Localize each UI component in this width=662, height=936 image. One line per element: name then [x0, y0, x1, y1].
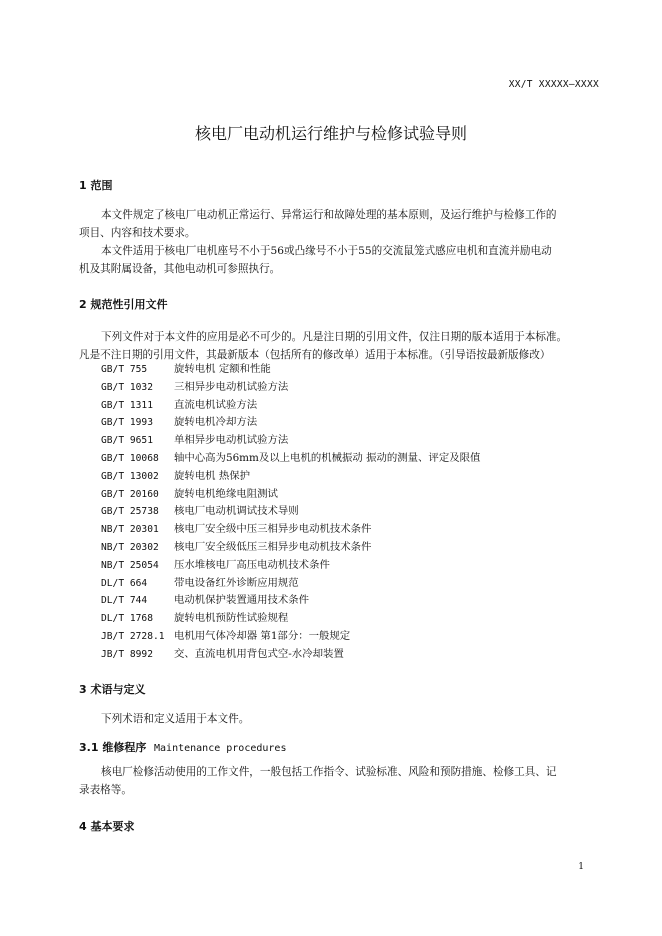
reference-code: DL/T 744 [101, 595, 148, 607]
reference-item [101, 557, 480, 575]
reference-code: JB/T 8992 [101, 648, 153, 660]
reference-title: 单相异步电动机试验方法 [174, 434, 289, 447]
section-2-intro [79, 328, 603, 364]
reference-code: GB/T 1311 [101, 399, 153, 411]
reference-code: NB/T 20301 [101, 524, 159, 536]
reference-title: 核电厂电动机调试技术导则 [174, 505, 299, 518]
reference-title: 交、直流电机用背包式空-水冷却装置 [174, 647, 344, 660]
reference-item [101, 628, 480, 646]
term-definition-line2: 录表格等。 [79, 784, 132, 796]
reference-code: JB/T 2728.1 [101, 630, 165, 642]
reference-title: 直流电机试验方法 [174, 398, 258, 411]
reference-title: 电机用气体冷却器 第1部分：一般规定 [174, 629, 351, 642]
section-2-intro-line1: 下列文件对于本文件的应用是必不可少的。凡是注日期的引用文件，仅注日期的版本适用于本标准。 [101, 331, 568, 343]
reference-item [101, 450, 480, 468]
reference-title: 旋转电机 定额和性能 [174, 363, 271, 375]
reference-code: NB/T 25054 [101, 559, 159, 571]
reference-item [101, 503, 480, 521]
reference-title: 旋转电机绝缘电阻测试 [174, 487, 278, 500]
reference-code: GB/T 25738 [101, 506, 159, 518]
reference-code: GB/T 1993 [101, 417, 153, 429]
section-2-heading: 2 规范性引用文件 [79, 298, 168, 311]
reference-title: 旋转电机冷却方法 [174, 416, 258, 429]
reference-list [101, 361, 480, 664]
reference-code: GB/T 9651 [101, 435, 153, 447]
term-english: Maintenance procedures [154, 743, 287, 754]
reference-item [101, 610, 480, 628]
reference-title: 核电厂安全级低压三相异步电动机技术条件 [174, 540, 372, 553]
section-2-intro-line2: 凡是不注日期的引用文件，其最新版本（包括所有的修改单）适用于本标准。（引导语按最新版修改） [79, 349, 551, 361]
reference-item [101, 414, 480, 432]
reference-code: NB/T 20302 [101, 541, 159, 553]
reference-item [101, 575, 480, 593]
reference-title: 压水堆核电厂高压电动机技术条件 [174, 558, 330, 571]
reference-title: 三相异步电动机试验方法 [174, 380, 289, 393]
reference-item [101, 432, 480, 450]
section-1-paragraph-2 [79, 242, 603, 278]
reference-title: 轴中心高为56mm及以上电机的机械振动 振动的测量、评定及限值 [174, 451, 481, 464]
term-3-1-heading [79, 739, 286, 755]
reference-title: 电动机保护装置通用技术条件 [174, 594, 310, 607]
section-1-p1-line1: 本文件规定了核电厂电动机正常运行、异常运行和故障处理的基本原则，及运行维护与检修工作的 [101, 209, 557, 221]
reference-item [101, 592, 480, 610]
section-1-heading: 1 范围 [79, 179, 113, 192]
term-number: 3.1 [79, 741, 99, 754]
reference-code: GB/T 20160 [101, 488, 159, 500]
reference-title: 旋转电机 热保护 [174, 469, 251, 482]
term-3-1-definition [79, 763, 603, 799]
reference-item [101, 397, 480, 415]
section-3-intro-text: 下列术语和定义适用于本文件。 [101, 713, 250, 725]
page-number: 1 [578, 862, 584, 872]
section-3-intro [79, 710, 603, 728]
reference-item [101, 646, 480, 664]
reference-item [101, 468, 480, 486]
reference-code: GB/T 13002 [101, 470, 159, 482]
reference-title: 带电设备红外诊断应用规范 [174, 576, 299, 589]
reference-item [101, 361, 480, 379]
reference-code: GB/T 10068 [101, 452, 159, 464]
reference-code: DL/T 664 [101, 577, 148, 589]
term-definition-line1: 核电厂检修活动使用的工作文件，一般包括工作指令、试验标准、风险和预防措施、检修工具、记 [101, 766, 557, 778]
reference-item [101, 521, 480, 539]
section-1-p1-line2: 项目、内容和技术要求。 [79, 227, 196, 239]
section-1-p2-line2: 机及其附属设备，其他电动机可参照执行。 [79, 263, 281, 275]
reference-title: 核电厂安全级中压三相异步电动机技术条件 [174, 523, 372, 536]
reference-item [101, 539, 480, 557]
section-3-heading: 3 术语与定义 [79, 683, 146, 696]
document-title: 核电厂电动机运行维护与检修试验导则 [194, 124, 467, 143]
reference-code: GB/T 755 [101, 364, 148, 375]
section-1-paragraph-1 [79, 206, 603, 242]
document-code-header: XX/T XXXXX—XXXX [508, 79, 599, 90]
reference-title: 旋转电机预防性试验规程 [174, 612, 289, 625]
section-4-heading: 4 基本要求 [79, 820, 135, 833]
reference-item [101, 486, 480, 504]
reference-item [101, 379, 480, 397]
section-1-p2-line1: 本文件适用于核电厂电机座号不小于56或凸缘号不小于55的交流鼠笼式感应电机和直流并励电动 [101, 245, 552, 257]
reference-code: DL/T 1768 [101, 613, 153, 625]
reference-code: GB/T 1032 [101, 381, 153, 393]
term-chinese: 维修程序 [102, 741, 147, 754]
